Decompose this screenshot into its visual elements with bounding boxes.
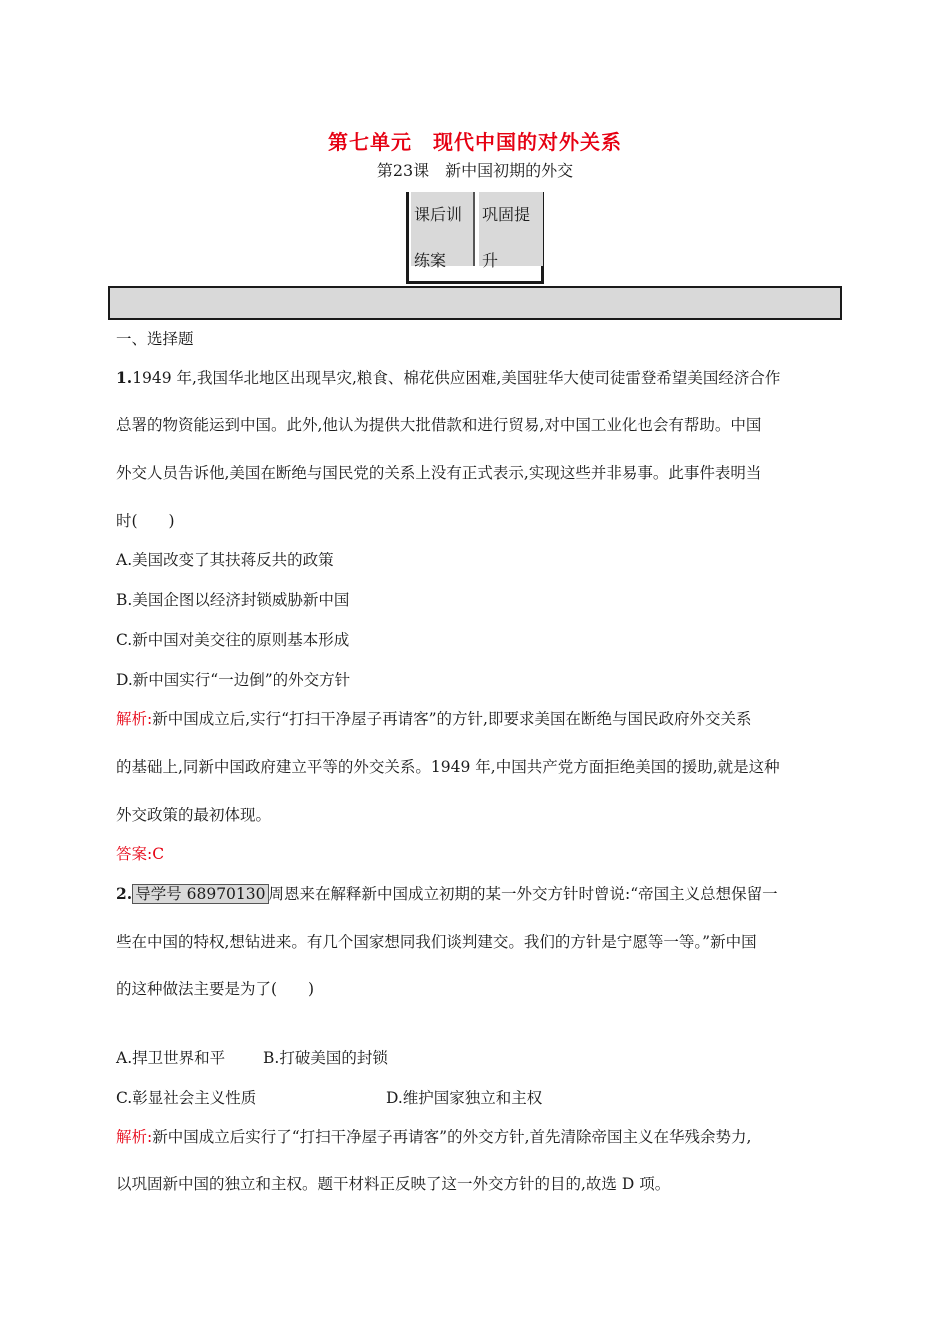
- q1-option-d: D.新中国实行“一边倒”的外交方针: [116, 671, 351, 689]
- q2-guide-tag: 导学号 68970130: [132, 884, 268, 904]
- q2-number: 2.: [116, 884, 133, 903]
- q1-option-a: A.美国改变了其扶蒋反共的政策: [116, 551, 334, 569]
- lesson-title: 第23课 新中国初期的外交: [376, 161, 574, 180]
- q1-analysis-label: 解析:: [116, 710, 153, 728]
- q2-option-a: A.捍卫世界和平: [116, 1049, 226, 1067]
- tag-left: [411, 192, 475, 270]
- tag-right-line1: 巩固提: [482, 205, 531, 224]
- q1-analysis-line2: 的基础上,同新中国政府建立平等的外交关系。1949 年,中国共产党方面拒绝美国的援助,就是这种: [116, 758, 780, 776]
- q1-analysis-line1: [116, 707, 751, 729]
- tag-right-line2: 升: [482, 251, 499, 270]
- q1-number: 1.: [116, 368, 133, 387]
- section-heading: 一、选择题: [116, 330, 194, 348]
- tag-left-line1: 课后训: [414, 205, 463, 224]
- q1-answer-label: 答案:: [116, 845, 153, 863]
- q2-stem-line1: [116, 882, 778, 904]
- q1-option-c: C.新中国对美交往的原则基本形成: [116, 631, 350, 649]
- q2-option-b: B.打破美国的封锁: [263, 1049, 388, 1067]
- q1-option-b: B.美国企图以经济封锁威胁新中国: [116, 591, 350, 609]
- q2-analysis-text1: 新中国成立后实行了“打扫干净屋子再请客”的外交方针,首先清除帝国主义在华残余势力,: [152, 1128, 752, 1146]
- q1-stem-line3: 外交人员告诉他,美国在断绝与国民党的关系上没有正式表示,实现这些并非易事。此事件表明当: [116, 464, 762, 482]
- q1-answer-line: [116, 842, 164, 864]
- q2-option-d: D.维护国家独立和主权: [386, 1089, 543, 1107]
- q2-stem-text1: 周恩来在解释新中国成立初期的某一外交方针时曾说:“帝国主义总想保留一: [268, 885, 778, 903]
- q2-analysis-label: 解析:: [116, 1128, 153, 1146]
- q2-stem-line2: 些在中国的特权,想钻进来。有几个国家想同我们谈判建交。我们的方针是宁愿等一等。”新中国: [116, 933, 757, 951]
- tag-left-line2: 练案: [414, 251, 447, 270]
- q1-stem-line4: 时( ): [116, 512, 175, 530]
- q1-stem-line2: 总署的物资能运到中国。此外,他认为提供大批借款和进行贸易,对中国工业化也会有帮助。中国: [116, 416, 762, 434]
- q1-analysis-text1: 新中国成立后,实行“打扫干净屋子再请客”的方针,即要求美国在断绝与国民政府外交关系: [152, 710, 752, 728]
- tag-right: [479, 192, 543, 270]
- q1-analysis-line3: 外交政策的最初体现。: [116, 806, 272, 824]
- q2-analysis-line1: [116, 1125, 751, 1147]
- gray-banner: [108, 286, 842, 320]
- q2-option-c: C.彰显社会主义性质: [116, 1089, 257, 1107]
- q1-answer-value: C: [152, 845, 165, 863]
- unit-title: 第七单元 现代中国的对外关系: [328, 130, 622, 154]
- q2-analysis-line2: 以巩固新中国的独立和主权。题干材料正反映了这一外交方针的目的,故选 D 项。: [116, 1175, 671, 1193]
- q1-stem-line1: [116, 366, 780, 388]
- q2-stem-line3: 的这种做法主要是为了( ): [116, 980, 315, 998]
- q1-stem-text1: 1949 年,我国华北地区出现旱灾,粮食、棉花供应困难,美国驻华大使司徒雷登希望美国经济合作: [132, 369, 781, 387]
- section-tag-box: [406, 192, 544, 284]
